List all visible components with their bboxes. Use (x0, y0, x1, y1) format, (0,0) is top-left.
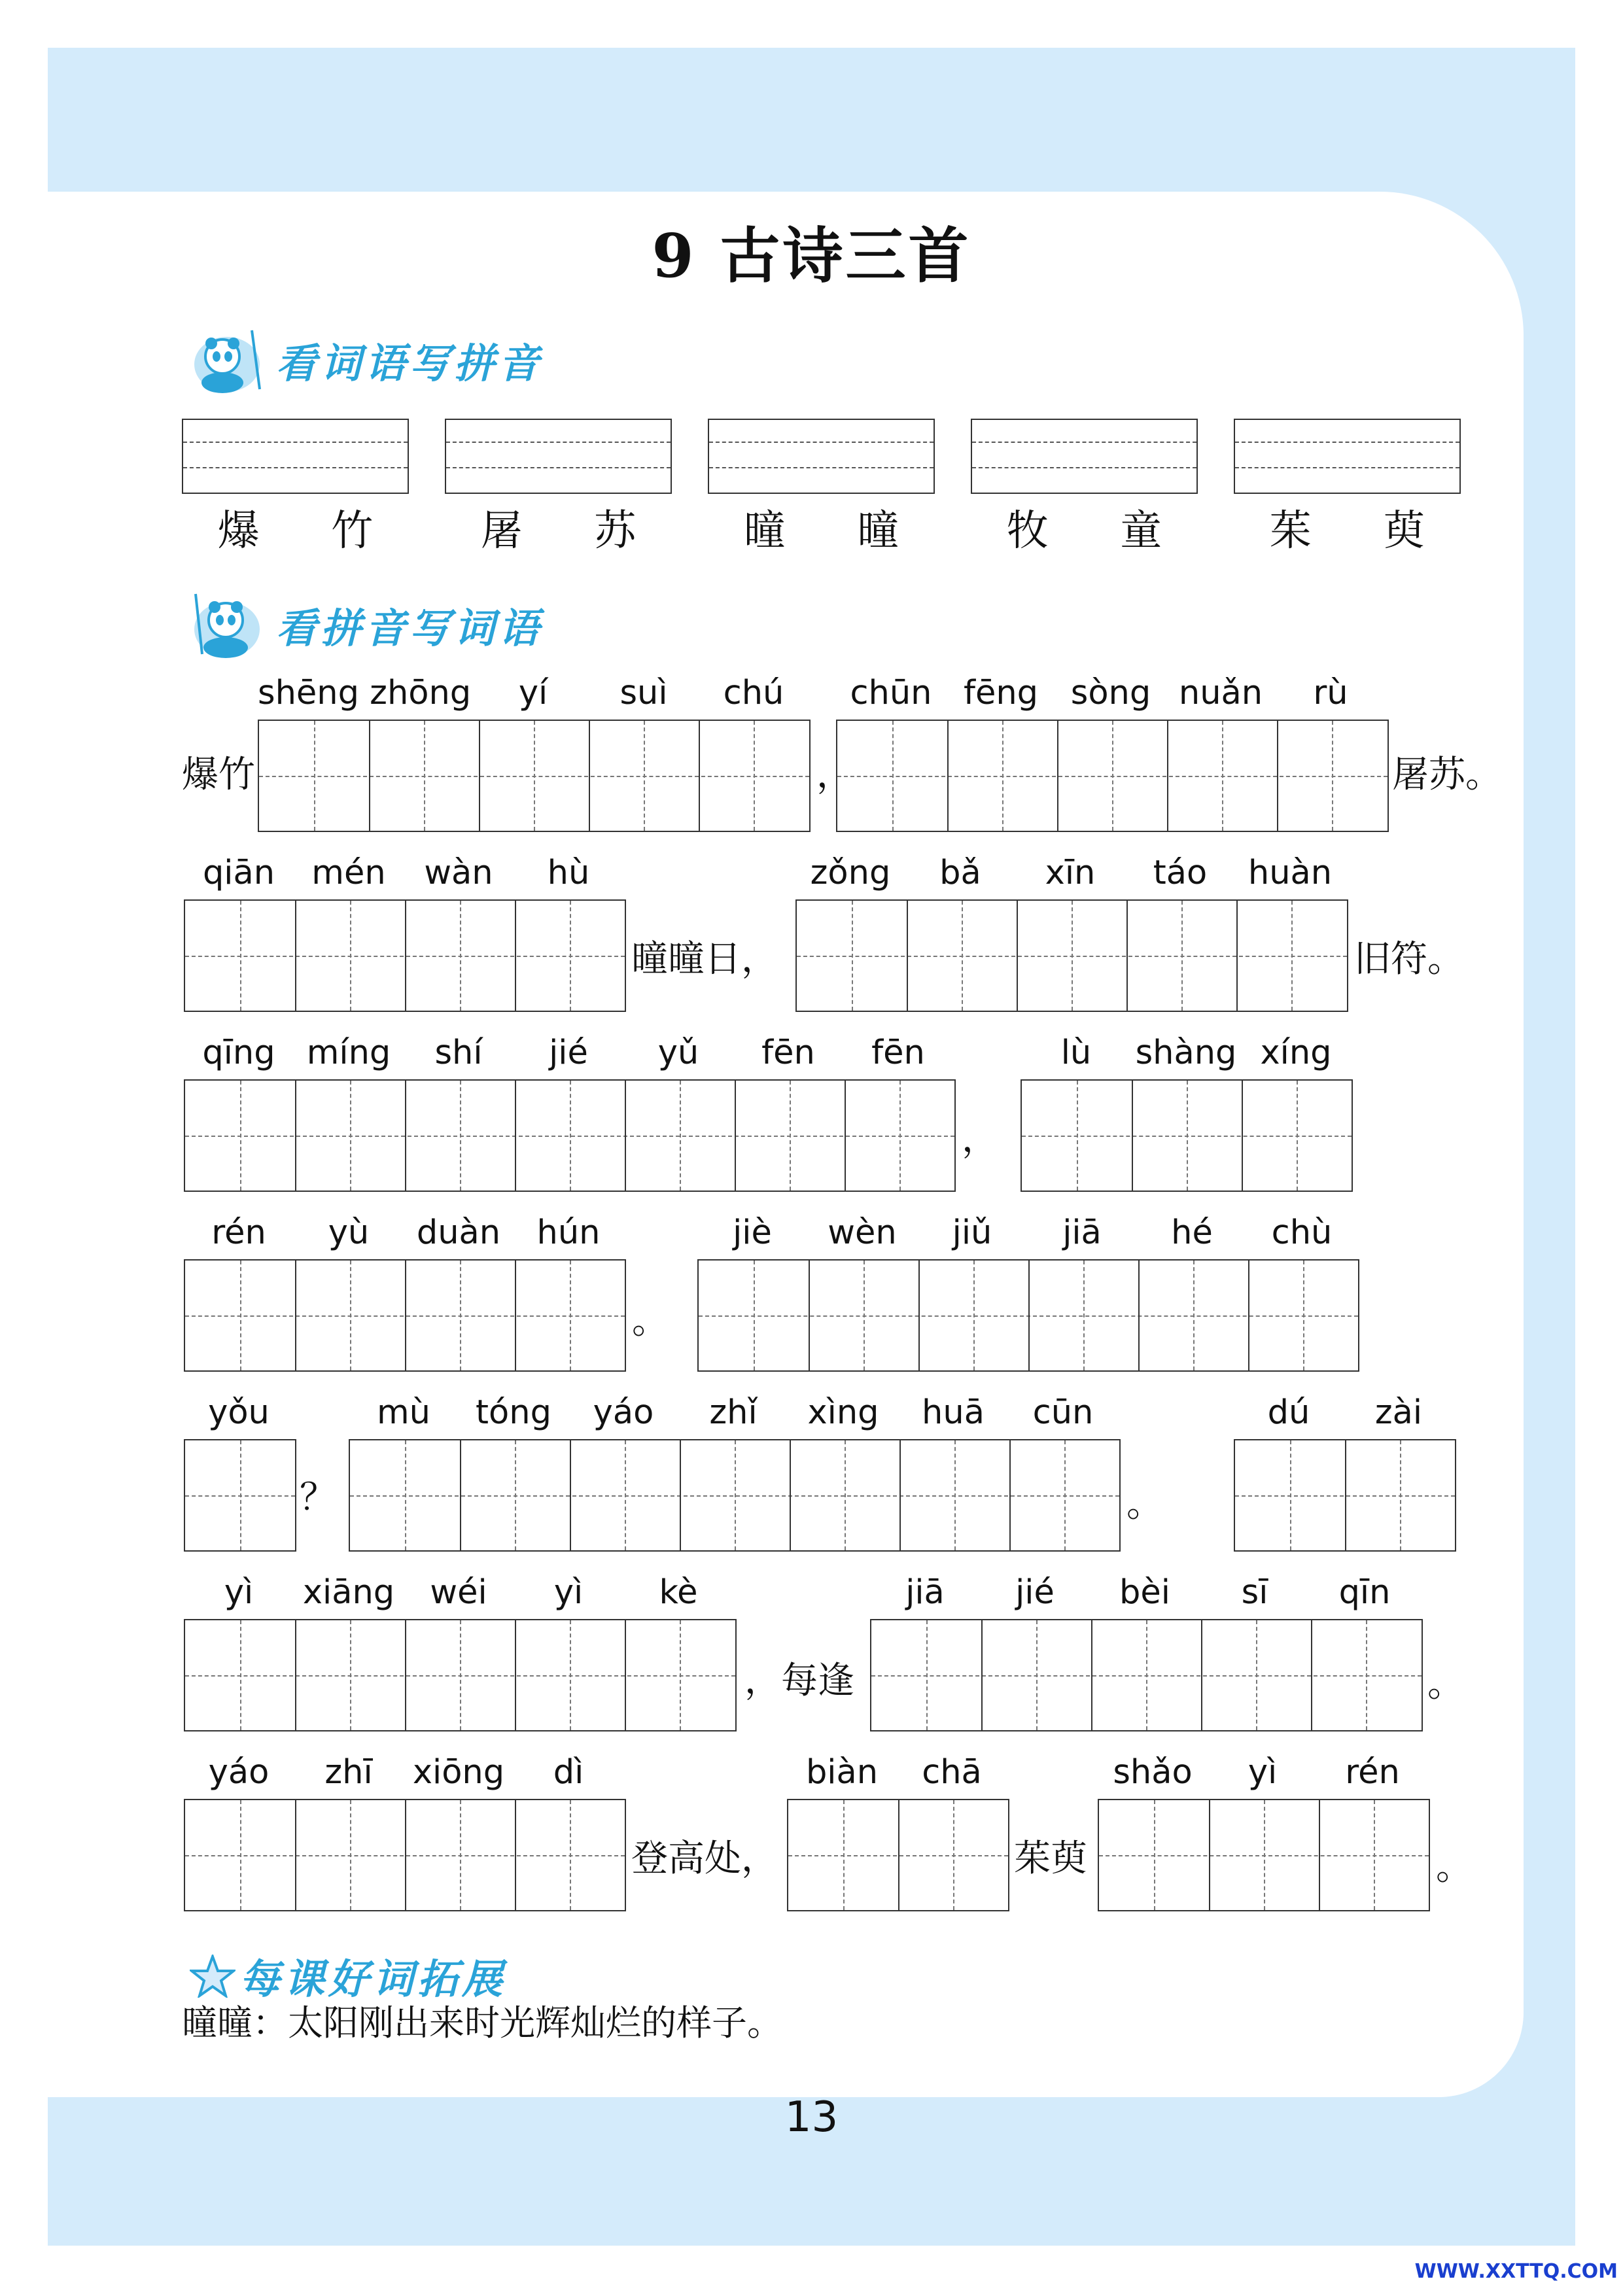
pinyin-label: cūn (1032, 1393, 1094, 1432)
pinyin-label: zhǐ (709, 1393, 758, 1432)
pinyin-label: biàn (805, 1753, 879, 1792)
pinyin-label: yáo (208, 1753, 270, 1792)
pinyin-label: wàn (424, 854, 493, 892)
pinyin-label: wéi (430, 1573, 487, 1612)
pinyin-label: tóng (476, 1393, 551, 1432)
pinyin-label: xìng (807, 1393, 879, 1432)
pinyin-label: suì (620, 674, 668, 712)
pinyin-label: nuǎn (1178, 674, 1263, 712)
section-header-write-words (186, 589, 543, 661)
word-char: 屠 (480, 507, 523, 555)
pinyin-label: fēn (761, 1034, 815, 1072)
pinyin-label: zǒng (810, 854, 891, 892)
word-char: 童 (1120, 507, 1162, 555)
line-text: ，每逢 (744, 1660, 854, 1702)
word-char: 苏 (594, 507, 637, 555)
line-text: 。 (1126, 1483, 1163, 1525)
pinyin-label: yì (553, 1573, 584, 1612)
pinyin-label: yǔ (657, 1034, 699, 1072)
pinyin-label: bǎ (939, 854, 981, 892)
pinyin-label: rén (211, 1213, 266, 1252)
line-text: ， (816, 754, 853, 796)
pinyin-label: chūn (850, 674, 932, 712)
pinyin-label: bèi (1119, 1573, 1170, 1612)
pinyin-label: huā (922, 1393, 985, 1432)
word (445, 497, 672, 557)
writing-grid[interactable] (836, 720, 1389, 832)
writing-grid[interactable] (1098, 1799, 1430, 1911)
pinyin-label: rén (1345, 1753, 1400, 1792)
pinyin-box[interactable] (971, 419, 1198, 494)
line-text: 登高处， (631, 1837, 778, 1880)
line-text: 茱萸 (1014, 1837, 1087, 1880)
word (1234, 497, 1461, 557)
word-char: 茱 (1269, 507, 1312, 555)
pinyin-label: dú (1267, 1393, 1310, 1432)
writing-grid[interactable] (787, 1799, 1009, 1911)
writing-grid[interactable] (184, 1259, 626, 1372)
word (182, 497, 409, 557)
pinyin-label: xíng (1260, 1034, 1332, 1072)
pinyin-label: yáo (593, 1393, 654, 1432)
pinyin-label: hù (547, 854, 590, 892)
writing-grid[interactable] (1234, 1439, 1456, 1552)
word-char: 萸 (1383, 507, 1425, 555)
star-icon (190, 1955, 236, 1998)
writing-grid[interactable] (1021, 1079, 1353, 1192)
section-label: 看词语写拼音 (276, 339, 544, 387)
pinyin-label: táo (1153, 854, 1208, 892)
pinyin-box[interactable] (445, 419, 672, 494)
panda-icon (186, 324, 268, 396)
writing-grid[interactable] (184, 1799, 626, 1911)
extension-title: 每课好词拓展 (239, 1955, 507, 2003)
pinyin-label: jiè (733, 1213, 772, 1252)
word (708, 497, 935, 557)
line-text: ， (962, 1118, 998, 1160)
writing-grid[interactable] (795, 899, 1348, 1012)
pinyin-label: hún (536, 1213, 601, 1252)
line-text: 曈曈日， (631, 938, 778, 981)
line-text: 旧符。 (1354, 938, 1464, 981)
pinyin-label: fēn (871, 1034, 925, 1072)
pinyin-label: sòng (1070, 674, 1151, 712)
pinyin-label: fēng (963, 674, 1039, 712)
line-text: ？ (300, 1476, 336, 1519)
pinyin-label: jiā (905, 1573, 945, 1612)
pinyin-label: chú (723, 674, 784, 712)
pinyin-label: lù (1060, 1034, 1092, 1072)
pinyin-label: qīng (202, 1034, 275, 1072)
pinyin-label: chā (922, 1753, 982, 1792)
section-header-read-words (186, 324, 543, 396)
pinyin-label: dì (553, 1753, 584, 1792)
pinyin-label: mén (311, 854, 386, 892)
pinyin-label: shí (434, 1034, 483, 1072)
writing-grid[interactable] (184, 1619, 737, 1731)
writing-grid[interactable] (870, 1619, 1423, 1731)
pinyin-label: yí (518, 674, 548, 712)
pinyin-label: hé (1171, 1213, 1213, 1252)
word-char: 竹 (331, 507, 374, 555)
pinyin-label: jié (1015, 1573, 1055, 1612)
pinyin-label: shǎo (1113, 1753, 1193, 1792)
writing-grid[interactable] (258, 720, 811, 832)
pinyin-box[interactable] (708, 419, 935, 494)
pinyin-label: jiā (1062, 1213, 1102, 1252)
pinyin-label: xiāng (302, 1573, 395, 1612)
pinyin-box[interactable] (1234, 419, 1461, 494)
pinyin-label: xīn (1045, 854, 1096, 892)
page-title: 9 古诗三首 (652, 220, 971, 291)
line-text: 。 (1436, 1846, 1473, 1888)
pinyin-label: qīn (1338, 1573, 1391, 1612)
pinyin-label: huàn (1248, 854, 1333, 892)
page-number: 13 (784, 2093, 839, 2142)
writing-grid[interactable] (349, 1439, 1121, 1552)
panda-icon (186, 589, 268, 661)
pinyin-box[interactable] (182, 419, 409, 494)
pinyin-label: yǒu (208, 1393, 270, 1432)
writing-grid[interactable] (184, 899, 626, 1012)
word-char: 牧 (1006, 507, 1049, 555)
pinyin-label: wèn (828, 1213, 897, 1252)
pinyin-label: jiǔ (952, 1213, 992, 1252)
pinyin-label: kè (659, 1573, 698, 1612)
pinyin-label: qiān (202, 854, 275, 892)
line-text: 爆竹 (182, 754, 255, 796)
writing-grid[interactable] (184, 1439, 296, 1552)
word-char: 曈 (857, 507, 899, 555)
line-text: 。 (632, 1300, 669, 1342)
pinyin-label: chù (1271, 1213, 1333, 1252)
pinyin-label: zhī (324, 1753, 373, 1792)
pinyin-label: shàng (1135, 1034, 1237, 1072)
pinyin-label: zài (1374, 1393, 1423, 1432)
writing-grid[interactable] (697, 1259, 1359, 1372)
pinyin-label: yì (224, 1573, 254, 1612)
pinyin-label: rù (1313, 674, 1348, 712)
watermark: WWW.XXTTQ.COM (1414, 2260, 1618, 2283)
section-label: 看拼音写词语 (276, 604, 544, 652)
line-text: 。 (1427, 1663, 1464, 1705)
pinyin-label: shēng zhōng (258, 674, 472, 712)
pinyin-label: sī (1241, 1573, 1268, 1612)
writing-grid[interactable] (184, 1079, 956, 1192)
word (971, 497, 1198, 557)
line-text: 屠苏。 (1392, 754, 1502, 796)
word-char: 曈 (743, 507, 786, 555)
pinyin-label: jié (549, 1034, 588, 1072)
pinyin-label: mù (376, 1393, 430, 1432)
pinyin-label: yì (1248, 1753, 1278, 1792)
pinyin-label: yù (328, 1213, 370, 1252)
word-char: 爆 (217, 507, 260, 555)
extension-text: 曈曈：太阳刚出来时光辉灿烂的样子。 (182, 2002, 782, 2044)
pinyin-label: xiōng (412, 1753, 505, 1792)
pinyin-label: míng (306, 1034, 391, 1072)
pinyin-label: duàn (416, 1213, 501, 1252)
